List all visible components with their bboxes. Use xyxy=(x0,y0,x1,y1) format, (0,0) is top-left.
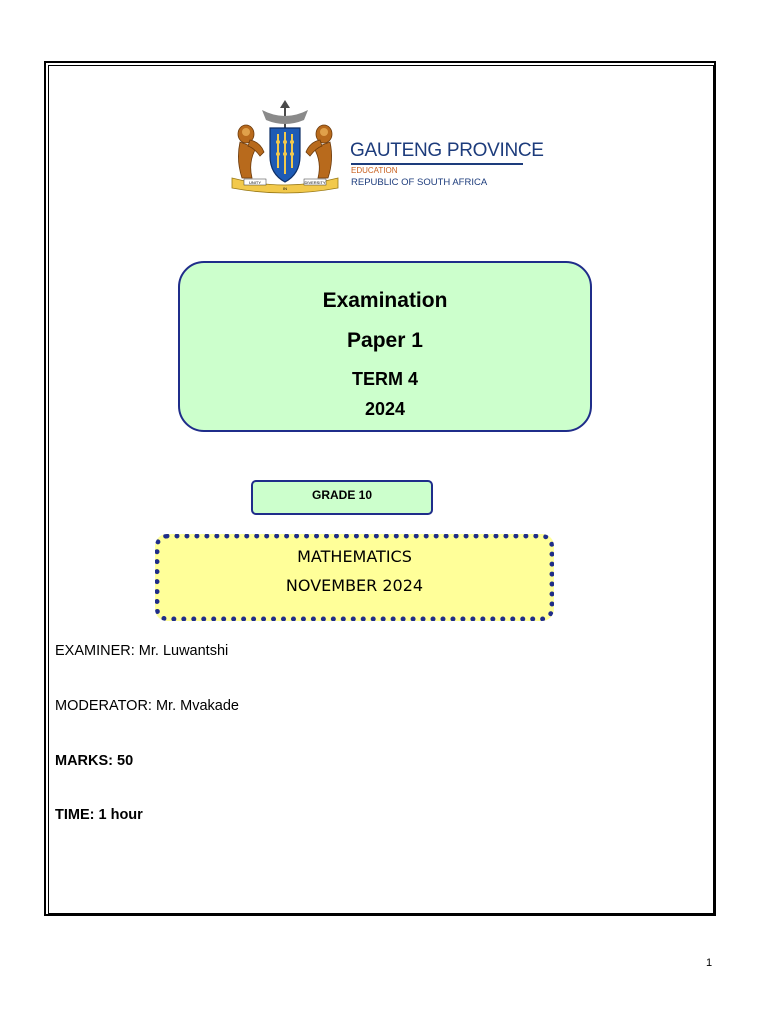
country-name: REPUBLIC OF SOUTH AFRICA xyxy=(351,177,488,188)
crest-motto-middle: IN xyxy=(283,186,287,191)
crest-motto-left: UNITY xyxy=(249,180,261,185)
exam-year: 2024 xyxy=(364,399,406,419)
subject-date: NOVEMBER 2024 xyxy=(285,576,424,595)
grade-label: GRADE 10 xyxy=(251,480,433,515)
province-name: GAUTENG PROVINCE xyxy=(350,140,544,161)
examiner-info: EXAMINER: Mr. Luwantshi xyxy=(55,643,229,659)
marks-info: MARKS: 50 xyxy=(55,753,134,769)
crest-motto-right: DIVERSITY xyxy=(304,180,326,185)
exam-title: Examination xyxy=(322,289,448,312)
time-info: TIME: 1 hour xyxy=(55,807,143,823)
exam-paper: Paper 1 xyxy=(347,329,423,352)
department-name: EDUCATION xyxy=(351,166,398,175)
exam-title-box xyxy=(178,261,592,432)
subject-box xyxy=(155,534,554,621)
exam-term: TERM 4 xyxy=(351,369,418,389)
page-number: 1 xyxy=(706,957,713,969)
province-underline xyxy=(351,163,523,165)
subject-name: MATHEMATICS xyxy=(297,547,412,566)
moderator-info: MODERATOR: Mr. Mvakade xyxy=(55,698,239,714)
